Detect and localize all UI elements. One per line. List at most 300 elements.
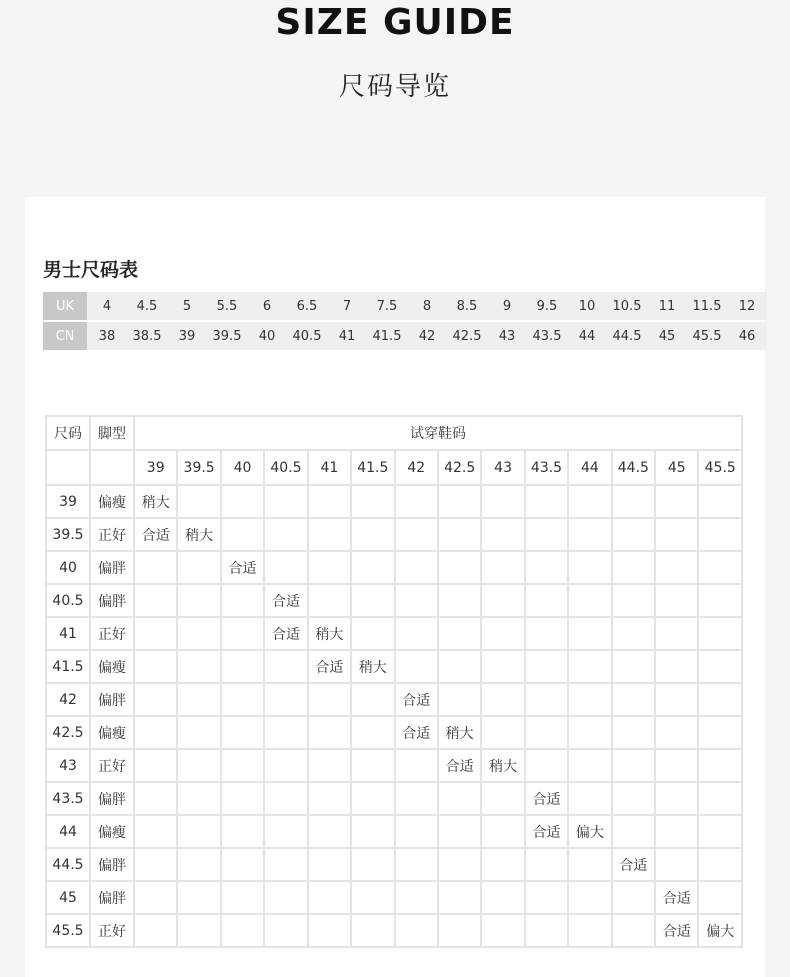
fit-cell	[568, 584, 611, 617]
fit-cell	[568, 782, 611, 815]
try-size-header: 41	[308, 450, 351, 485]
row-size: 40	[46, 551, 90, 584]
fit-row	[46, 584, 742, 617]
row-size: 40.5	[46, 584, 90, 617]
uk-size-cell: 9.5	[527, 292, 567, 320]
fit-cell	[612, 782, 655, 815]
fit-cell: 稍大	[438, 716, 481, 749]
cn-size-cell: 46	[727, 322, 767, 350]
fit-cell: 偏大	[568, 815, 611, 848]
fit-cell	[264, 650, 307, 683]
fit-cell	[395, 650, 438, 683]
fit-cell	[698, 485, 742, 518]
fit-cell	[351, 485, 394, 518]
fit-cell	[134, 584, 177, 617]
fit-row	[46, 749, 742, 782]
fit-cell	[308, 914, 351, 947]
fit-cell	[525, 551, 568, 584]
row-foot-type: 偏胖	[90, 683, 134, 716]
fit-cell	[655, 551, 698, 584]
row-foot-type: 偏胖	[90, 551, 134, 584]
fit-cell	[525, 617, 568, 650]
cn-size-cell: 45.5	[687, 322, 727, 350]
row-size: 41	[46, 617, 90, 650]
fit-cell	[655, 584, 698, 617]
fit-cell	[395, 914, 438, 947]
fit-cell	[308, 815, 351, 848]
try-size-header: 45.5	[698, 450, 742, 485]
fit-cell	[351, 782, 394, 815]
fit-cell: 稍大	[481, 749, 524, 782]
fit-cell	[395, 782, 438, 815]
cn-size-cell: 45	[647, 322, 687, 350]
fit-cell	[221, 914, 264, 947]
fit-cell	[134, 914, 177, 947]
fit-cell	[612, 914, 655, 947]
fit-cell: 稍大	[308, 617, 351, 650]
fit-cell	[438, 584, 481, 617]
fit-cell	[134, 617, 177, 650]
fit-cell	[698, 782, 742, 815]
fit-cell	[264, 914, 307, 947]
fit-cell	[481, 551, 524, 584]
fit-cell	[221, 617, 264, 650]
cn-size-cell: 40	[247, 322, 287, 350]
fit-cell	[264, 749, 307, 782]
fit-cell	[568, 749, 611, 782]
fit-cell	[134, 815, 177, 848]
fit-cell	[655, 683, 698, 716]
fit-cell: 合适	[525, 782, 568, 815]
fit-cell: 稍大	[134, 485, 177, 518]
row-size: 44	[46, 815, 90, 848]
uk-size-cell: 4.5	[127, 292, 167, 320]
fit-cell	[221, 782, 264, 815]
row-foot-type: 正好	[90, 914, 134, 947]
fit-cell	[264, 782, 307, 815]
cn-size-cell: 41	[327, 322, 367, 350]
fit-cell	[221, 716, 264, 749]
row-foot-type: 偏瘦	[90, 485, 134, 518]
row-foot-type: 偏瘦	[90, 650, 134, 683]
fit-cell	[308, 881, 351, 914]
fit-cell	[655, 848, 698, 881]
fit-cell	[568, 716, 611, 749]
cn-size-cell: 40.5	[287, 322, 327, 350]
fit-cell	[568, 485, 611, 518]
fit-cell	[655, 749, 698, 782]
fit-row	[46, 716, 742, 749]
fit-cell	[134, 782, 177, 815]
fit-cell	[177, 584, 220, 617]
fit-row	[46, 551, 742, 584]
try-size-header: 43	[481, 450, 524, 485]
fit-cell	[481, 815, 524, 848]
try-size-header: 42.5	[438, 450, 481, 485]
fit-cell	[177, 485, 220, 518]
fit-cell	[481, 683, 524, 716]
fit-cell	[612, 584, 655, 617]
fit-cell	[221, 650, 264, 683]
fit-cell	[481, 914, 524, 947]
uk-size-cell: 5	[167, 292, 207, 320]
fit-cell	[221, 881, 264, 914]
men-size-chart-title: 男士尺码表	[43, 259, 139, 281]
uk-size-cell: 9	[487, 292, 527, 320]
row-size: 43	[46, 749, 90, 782]
fit-cell	[264, 485, 307, 518]
fit-cell	[177, 782, 220, 815]
row-foot-type: 偏瘦	[90, 815, 134, 848]
fit-cell	[698, 650, 742, 683]
try-size-header: 40	[221, 450, 264, 485]
fit-cell	[655, 815, 698, 848]
row-size: 41.5	[46, 650, 90, 683]
fit-cell	[525, 683, 568, 716]
fit-cell	[612, 683, 655, 716]
fit-cell	[525, 914, 568, 947]
fit-cell	[655, 617, 698, 650]
fit-cell	[568, 551, 611, 584]
fit-cell	[612, 749, 655, 782]
uk-size-cell: 11	[647, 292, 687, 320]
fit-cell	[134, 650, 177, 683]
fit-cell: 稍大	[177, 518, 220, 551]
cn-size-cell: 38	[87, 322, 127, 350]
fit-cell	[351, 617, 394, 650]
cn-label: CN	[43, 322, 87, 350]
fit-cell	[655, 518, 698, 551]
fit-cell	[698, 815, 742, 848]
fit-cell	[481, 881, 524, 914]
row-foot-type: 偏胖	[90, 848, 134, 881]
fit-row	[46, 683, 742, 716]
fit-cell	[438, 518, 481, 551]
fit-cell	[395, 815, 438, 848]
uk-size-cell: 12	[727, 292, 767, 320]
fit-cell: 合适	[308, 650, 351, 683]
fit-cell	[612, 485, 655, 518]
fit-cell	[612, 551, 655, 584]
fit-cell	[438, 914, 481, 947]
fit-cell: 合适	[525, 815, 568, 848]
fit-cell	[351, 716, 394, 749]
fit-cell	[525, 518, 568, 551]
uk-label: UK	[43, 292, 87, 320]
fit-cell	[351, 683, 394, 716]
fit-cell	[177, 551, 220, 584]
row-size: 39	[46, 485, 90, 518]
fit-cell: 合适	[655, 881, 698, 914]
try-size-header: 40.5	[264, 450, 307, 485]
fit-cell	[177, 815, 220, 848]
fit-cell	[264, 551, 307, 584]
cn-size-cell: 42	[407, 322, 447, 350]
uk-size-cell: 7	[327, 292, 367, 320]
fit-cell	[308, 584, 351, 617]
fit-cell	[698, 518, 742, 551]
fit-cell	[568, 617, 611, 650]
fit-row	[46, 914, 742, 947]
fit-row	[46, 815, 742, 848]
fit-cell	[481, 782, 524, 815]
fit-table	[45, 415, 743, 948]
fit-cell	[438, 848, 481, 881]
fit-cell	[221, 848, 264, 881]
fit-cell: 稍大	[351, 650, 394, 683]
empty-cell	[46, 450, 90, 485]
fit-cell	[655, 782, 698, 815]
uk-size-cell: 8.5	[447, 292, 487, 320]
fit-cell	[308, 485, 351, 518]
fit-cell	[177, 914, 220, 947]
fit-cell	[612, 881, 655, 914]
empty-cell	[90, 450, 134, 485]
uk-row	[43, 292, 767, 320]
try-size-header: 39.5	[177, 450, 220, 485]
fit-cell: 合适	[264, 617, 307, 650]
fit-cell	[698, 848, 742, 881]
fit-cell	[525, 650, 568, 683]
fit-cell: 合适	[134, 518, 177, 551]
fit-cell	[221, 485, 264, 518]
fit-cell	[395, 485, 438, 518]
fit-cell	[134, 683, 177, 716]
cn-row	[43, 322, 767, 350]
fit-cell	[264, 815, 307, 848]
fit-cell	[612, 617, 655, 650]
fit-row	[46, 518, 742, 551]
fit-cell: 合适	[264, 584, 307, 617]
size-chart-card	[25, 197, 765, 977]
fit-cell	[698, 683, 742, 716]
fit-cell	[177, 650, 220, 683]
fit-cell	[177, 683, 220, 716]
fit-row	[46, 881, 742, 914]
fit-cell	[655, 650, 698, 683]
fit-cell	[308, 716, 351, 749]
fit-cell	[438, 881, 481, 914]
col-foot-header: 脚型	[90, 416, 134, 450]
fit-cell	[134, 881, 177, 914]
cn-size-cell: 43.5	[527, 322, 567, 350]
fit-cell	[308, 782, 351, 815]
row-size: 44.5	[46, 848, 90, 881]
cn-size-cell: 44	[567, 322, 607, 350]
fit-cell	[438, 617, 481, 650]
fit-cell	[221, 815, 264, 848]
fit-cell	[221, 749, 264, 782]
fit-cell	[698, 584, 742, 617]
fit-cell	[264, 683, 307, 716]
try-size-header: 39	[134, 450, 177, 485]
fit-cell	[568, 518, 611, 551]
fit-cell	[351, 518, 394, 551]
fit-cell	[438, 650, 481, 683]
fit-cell	[438, 485, 481, 518]
fit-cell	[177, 848, 220, 881]
fit-cell	[308, 749, 351, 782]
cn-size-cell: 44.5	[607, 322, 647, 350]
fit-cell	[351, 914, 394, 947]
fit-cell	[395, 881, 438, 914]
row-foot-type: 偏瘦	[90, 716, 134, 749]
fit-cell	[308, 551, 351, 584]
uk-size-cell: 6.5	[287, 292, 327, 320]
fit-cell: 合适	[395, 683, 438, 716]
fit-cell	[351, 815, 394, 848]
fit-cell	[568, 848, 611, 881]
fit-cell	[351, 881, 394, 914]
try-size-header: 42	[395, 450, 438, 485]
fit-cell	[525, 881, 568, 914]
fit-cell: 合适	[612, 848, 655, 881]
fit-cell	[264, 881, 307, 914]
uk-cn-conversion-table	[43, 290, 767, 352]
fit-cell	[308, 518, 351, 551]
fit-cell	[481, 485, 524, 518]
fit-row	[46, 782, 742, 815]
col-size-header: 尺码	[46, 416, 90, 450]
fit-cell	[264, 716, 307, 749]
fit-row	[46, 617, 742, 650]
try-size-header: 44	[568, 450, 611, 485]
fit-cell	[568, 881, 611, 914]
fit-cell	[395, 551, 438, 584]
fit-cell: 偏大	[698, 914, 742, 947]
fit-cell	[438, 683, 481, 716]
uk-size-cell: 10.5	[607, 292, 647, 320]
fit-cell	[438, 815, 481, 848]
fit-cell	[568, 914, 611, 947]
fit-cell	[134, 749, 177, 782]
cn-size-cell: 39.5	[207, 322, 247, 350]
row-foot-type: 正好	[90, 617, 134, 650]
fit-cell	[264, 848, 307, 881]
fit-cell	[134, 716, 177, 749]
fit-row	[46, 848, 742, 881]
try-size-header: 44.5	[612, 450, 655, 485]
fit-cell	[351, 749, 394, 782]
fit-cell	[177, 617, 220, 650]
uk-size-cell: 7.5	[367, 292, 407, 320]
uk-size-cell: 4	[87, 292, 127, 320]
fit-cell	[698, 881, 742, 914]
fit-cell	[525, 716, 568, 749]
fit-cell	[655, 716, 698, 749]
try-size-header: 41.5	[351, 450, 394, 485]
fit-cell	[655, 485, 698, 518]
row-size: 45	[46, 881, 90, 914]
row-foot-type: 偏胖	[90, 881, 134, 914]
fit-row	[46, 650, 742, 683]
fit-cell	[351, 584, 394, 617]
uk-size-cell: 5.5	[207, 292, 247, 320]
col-try-header: 试穿鞋码	[134, 416, 742, 450]
fit-cell	[177, 881, 220, 914]
fit-cell	[698, 551, 742, 584]
row-size: 42	[46, 683, 90, 716]
cn-size-cell: 43	[487, 322, 527, 350]
fit-cell	[395, 749, 438, 782]
row-size: 39.5	[46, 518, 90, 551]
fit-cell	[698, 617, 742, 650]
fit-cell	[481, 518, 524, 551]
uk-size-cell: 8	[407, 292, 447, 320]
fit-cell	[525, 848, 568, 881]
row-foot-type: 偏胖	[90, 782, 134, 815]
fit-cell	[612, 716, 655, 749]
fit-cell	[177, 749, 220, 782]
fit-cell	[481, 650, 524, 683]
fit-cell	[351, 551, 394, 584]
fit-cell	[612, 518, 655, 551]
fit-cell	[612, 650, 655, 683]
try-size-header: 43.5	[525, 450, 568, 485]
fit-cell	[525, 584, 568, 617]
fit-cell	[698, 716, 742, 749]
fit-cell	[395, 617, 438, 650]
page-subtitle: 尺码导览	[338, 72, 451, 102]
fit-cell	[395, 848, 438, 881]
fit-cell	[568, 650, 611, 683]
fit-cell	[308, 848, 351, 881]
fit-cell	[438, 782, 481, 815]
uk-size-cell: 10	[567, 292, 607, 320]
cn-size-cell: 39	[167, 322, 207, 350]
row-foot-type: 正好	[90, 749, 134, 782]
fit-cell	[221, 584, 264, 617]
fit-cell	[698, 749, 742, 782]
fit-cell	[134, 551, 177, 584]
fit-cell	[525, 749, 568, 782]
fit-cell	[177, 716, 220, 749]
fit-cell	[264, 518, 307, 551]
fit-cell	[481, 617, 524, 650]
fit-cell	[308, 683, 351, 716]
fit-cell: 合适	[655, 914, 698, 947]
fit-cell	[481, 716, 524, 749]
fit-cell	[221, 518, 264, 551]
fit-cell	[481, 584, 524, 617]
fit-cell	[351, 848, 394, 881]
try-sizes-row	[46, 450, 742, 485]
fit-cell	[134, 848, 177, 881]
cn-size-cell: 41.5	[367, 322, 407, 350]
fit-cell	[612, 815, 655, 848]
uk-size-cell: 11.5	[687, 292, 727, 320]
cn-size-cell: 42.5	[447, 322, 487, 350]
fit-cell: 合适	[221, 551, 264, 584]
row-size: 45.5	[46, 914, 90, 947]
cn-size-cell: 38.5	[127, 322, 167, 350]
row-foot-type: 偏胖	[90, 584, 134, 617]
fit-header-row	[46, 416, 742, 450]
fit-cell	[525, 485, 568, 518]
row-size: 43.5	[46, 782, 90, 815]
try-size-header: 45	[655, 450, 698, 485]
page-title: SIZE GUIDE	[275, 2, 515, 43]
fit-cell	[438, 551, 481, 584]
uk-size-cell: 6	[247, 292, 287, 320]
fit-cell	[395, 518, 438, 551]
row-size: 42.5	[46, 716, 90, 749]
fit-cell	[221, 683, 264, 716]
fit-cell	[395, 584, 438, 617]
row-foot-type: 正好	[90, 518, 134, 551]
fit-cell: 合适	[395, 716, 438, 749]
fit-cell	[568, 683, 611, 716]
